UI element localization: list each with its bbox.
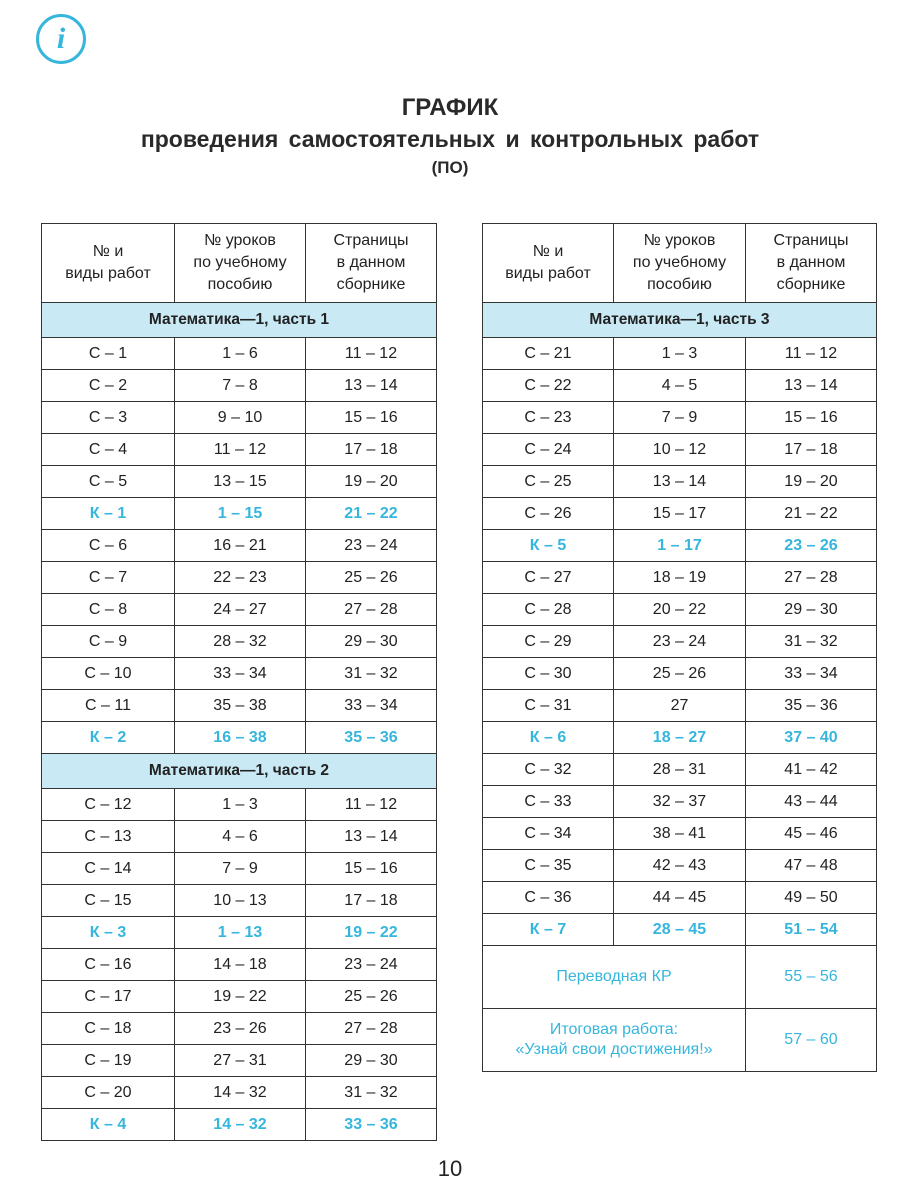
table-row (483, 658, 877, 690)
col-header-work: № и виды работ (42, 224, 175, 303)
pages-cell: 27 – 28 (306, 1013, 437, 1045)
work-cell: С – 11 (42, 690, 175, 722)
pages-cell: 31 – 32 (746, 626, 877, 658)
lessons-cell: 19 – 22 (175, 981, 306, 1013)
work-cell: С – 5 (42, 466, 175, 498)
work-cell: С – 34 (483, 818, 614, 850)
pages-cell: 33 – 34 (746, 658, 877, 690)
work-cell: С – 33 (483, 786, 614, 818)
table-row (483, 786, 877, 818)
table-row (42, 789, 437, 821)
pages-cell: 49 – 50 (746, 882, 877, 914)
pages-cell: 23 – 24 (306, 949, 437, 981)
table-row (483, 594, 877, 626)
lessons-cell: 23 – 26 (175, 1013, 306, 1045)
lessons-cell: 22 – 23 (175, 562, 306, 594)
control-work-row (483, 722, 877, 754)
table-row (42, 949, 437, 981)
pages-cell: 23 – 24 (306, 530, 437, 562)
lessons-cell: 32 – 37 (614, 786, 746, 818)
page-subtitle-code: (ПО) (431, 158, 469, 177)
pages-cell: 35 – 36 (746, 690, 877, 722)
table-row (483, 882, 877, 914)
page-title: ГРАФИК (401, 94, 499, 121)
work-cell: С – 3 (42, 402, 175, 434)
transfer-test-row (483, 946, 877, 1009)
pages-cell: 15 – 16 (746, 402, 877, 434)
section-header-row (483, 303, 877, 338)
table-row (42, 1013, 437, 1045)
work-cell: К – 4 (42, 1109, 175, 1141)
pages-cell: 11 – 12 (746, 338, 877, 370)
col-header-pages: Страницы в данном сборнике (746, 224, 877, 303)
lessons-cell: 4 – 6 (175, 821, 306, 853)
page-number: 10 (437, 1156, 463, 1181)
work-cell: С – 24 (483, 434, 614, 466)
lessons-cell: 13 – 14 (614, 466, 746, 498)
pages-cell: 13 – 14 (746, 370, 877, 402)
lessons-cell: 1 – 15 (175, 498, 306, 530)
work-cell: К – 5 (483, 530, 614, 562)
work-cell: С – 13 (42, 821, 175, 853)
work-cell: С – 25 (483, 466, 614, 498)
lessons-cell: 14 – 18 (175, 949, 306, 981)
lessons-cell: 15 – 17 (614, 498, 746, 530)
lessons-cell: 10 – 13 (175, 885, 306, 917)
col-header-work: № и виды работ (483, 224, 614, 303)
pages-cell: 45 – 46 (746, 818, 877, 850)
pages-cell: 23 – 26 (746, 530, 877, 562)
control-work-row (42, 917, 437, 949)
work-cell: С – 7 (42, 562, 175, 594)
pages-cell: 21 – 22 (746, 498, 877, 530)
table-row (42, 1045, 437, 1077)
lessons-cell: 24 – 27 (175, 594, 306, 626)
table-row (483, 338, 877, 370)
pages-cell: 41 – 42 (746, 754, 877, 786)
work-cell: С – 2 (42, 370, 175, 402)
table-row (42, 530, 437, 562)
pages-cell: 33 – 34 (306, 690, 437, 722)
work-cell: С – 10 (42, 658, 175, 690)
table-row (42, 338, 437, 370)
table-row (42, 626, 437, 658)
work-cell: С – 28 (483, 594, 614, 626)
lessons-cell: 27 (614, 690, 746, 722)
pages-cell: 19 – 22 (306, 917, 437, 949)
section-header-row (42, 303, 437, 338)
pages-cell: 31 – 32 (306, 1077, 437, 1109)
table-row (483, 754, 877, 786)
pages-cell: 17 – 18 (306, 434, 437, 466)
lessons-cell: 16 – 21 (175, 530, 306, 562)
pages-cell: 17 – 18 (306, 885, 437, 917)
lessons-cell: 1 – 3 (614, 338, 746, 370)
table-row (483, 850, 877, 882)
pages-cell: 13 – 14 (306, 821, 437, 853)
work-cell: К – 6 (483, 722, 614, 754)
lessons-cell: 42 – 43 (614, 850, 746, 882)
control-work-row (483, 914, 877, 946)
section-title: Математика—1, часть 1 (42, 303, 437, 338)
schedule-table-left (41, 223, 437, 1141)
lessons-cell: 7 – 9 (614, 402, 746, 434)
work-cell: С – 23 (483, 402, 614, 434)
table-row (42, 562, 437, 594)
pages-cell: 27 – 28 (306, 594, 437, 626)
pages-cell: 21 – 22 (306, 498, 437, 530)
transfer-test-pages: 55 – 56 (746, 946, 877, 1009)
table-row (483, 562, 877, 594)
table-header-row (42, 224, 437, 303)
control-work-row (483, 530, 877, 562)
lessons-cell: 14 – 32 (175, 1077, 306, 1109)
table-row (42, 821, 437, 853)
table-row (42, 1077, 437, 1109)
pages-cell: 43 – 44 (746, 786, 877, 818)
schedule-table-right (482, 223, 877, 1072)
work-cell: С – 27 (483, 562, 614, 594)
table-row (42, 594, 437, 626)
control-work-row (42, 722, 437, 754)
pages-cell: 15 – 16 (306, 853, 437, 885)
work-cell: С – 9 (42, 626, 175, 658)
control-work-row (42, 498, 437, 530)
table-row (42, 402, 437, 434)
lessons-cell: 20 – 22 (614, 594, 746, 626)
table-row (42, 690, 437, 722)
lessons-cell: 23 – 24 (614, 626, 746, 658)
final-test-label-line2: «Узнай свои достижения!» (515, 1041, 713, 1058)
lessons-cell: 1 – 6 (175, 338, 306, 370)
work-cell: С – 26 (483, 498, 614, 530)
work-cell: С – 6 (42, 530, 175, 562)
lessons-cell: 4 – 5 (614, 370, 746, 402)
table-row (483, 818, 877, 850)
work-cell: С – 16 (42, 949, 175, 981)
pages-cell: 31 – 32 (306, 658, 437, 690)
pages-cell: 17 – 18 (746, 434, 877, 466)
pages-cell: 25 – 26 (306, 981, 437, 1013)
work-cell: С – 1 (42, 338, 175, 370)
lessons-cell: 13 – 15 (175, 466, 306, 498)
work-cell: С – 14 (42, 853, 175, 885)
table-row (42, 466, 437, 498)
section-header-row (42, 754, 437, 789)
table-row (483, 402, 877, 434)
lessons-cell: 1 – 3 (175, 789, 306, 821)
work-cell: С – 12 (42, 789, 175, 821)
pages-cell: 11 – 12 (306, 338, 437, 370)
lessons-cell: 28 – 45 (614, 914, 746, 946)
work-cell: К – 1 (42, 498, 175, 530)
work-cell: С – 30 (483, 658, 614, 690)
pages-cell: 35 – 36 (306, 722, 437, 754)
work-cell: К – 2 (42, 722, 175, 754)
lessons-cell: 35 – 38 (175, 690, 306, 722)
pages-cell: 19 – 20 (746, 466, 877, 498)
work-cell: С – 8 (42, 594, 175, 626)
work-cell: С – 15 (42, 885, 175, 917)
schedule-footer (483, 946, 877, 1072)
pages-cell: 29 – 30 (306, 626, 437, 658)
work-cell: С – 36 (483, 882, 614, 914)
pages-cell: 51 – 54 (746, 914, 877, 946)
work-cell: К – 3 (42, 917, 175, 949)
table-row (42, 434, 437, 466)
table-row (483, 466, 877, 498)
lessons-cell: 1 – 13 (175, 917, 306, 949)
col-header-lessons: № уроков по учебному пособию (175, 224, 306, 303)
work-cell: С – 21 (483, 338, 614, 370)
final-test-pages: 57 – 60 (746, 1009, 877, 1072)
final-test-label-line1: Итоговая работа: (549, 1021, 679, 1038)
lessons-cell: 7 – 8 (175, 370, 306, 402)
pages-cell: 27 – 28 (746, 562, 877, 594)
control-work-row (42, 1109, 437, 1141)
table-row (42, 658, 437, 690)
final-test-row (483, 1009, 877, 1072)
pages-cell: 25 – 26 (306, 562, 437, 594)
col-header-pages: Страницы в данном сборнике (306, 224, 437, 303)
table-row (483, 370, 877, 402)
work-cell: С – 32 (483, 754, 614, 786)
lessons-cell: 7 – 9 (175, 853, 306, 885)
work-cell: С – 19 (42, 1045, 175, 1077)
lessons-cell: 18 – 19 (614, 562, 746, 594)
work-cell: К – 7 (483, 914, 614, 946)
pages-cell: 19 – 20 (306, 466, 437, 498)
lessons-cell: 1 – 17 (614, 530, 746, 562)
lessons-cell: 28 – 31 (614, 754, 746, 786)
lessons-cell: 14 – 32 (175, 1109, 306, 1141)
work-cell: С – 4 (42, 434, 175, 466)
work-cell: С – 29 (483, 626, 614, 658)
lessons-cell: 18 – 27 (614, 722, 746, 754)
lessons-cell: 9 – 10 (175, 402, 306, 434)
pages-cell: 11 – 12 (306, 789, 437, 821)
final-test-label (483, 1009, 746, 1072)
lessons-cell: 27 – 31 (175, 1045, 306, 1077)
lessons-cell: 33 – 34 (175, 658, 306, 690)
table-header-row (483, 224, 877, 303)
table-row (483, 626, 877, 658)
table-row (42, 885, 437, 917)
lessons-cell: 10 – 12 (614, 434, 746, 466)
work-cell: С – 22 (483, 370, 614, 402)
pages-cell: 29 – 30 (746, 594, 877, 626)
info-icon: i (36, 14, 86, 64)
schedule-body-right (483, 303, 877, 946)
lessons-cell: 38 – 41 (614, 818, 746, 850)
page-subtitle: проведения самостоятельных и контрольных работ (140, 126, 760, 152)
section-title: Математика—1, часть 3 (483, 303, 877, 338)
pages-cell: 15 – 16 (306, 402, 437, 434)
lessons-cell: 25 – 26 (614, 658, 746, 690)
pages-cell: 29 – 30 (306, 1045, 437, 1077)
lessons-cell: 11 – 12 (175, 434, 306, 466)
pages-cell: 33 – 36 (306, 1109, 437, 1141)
col-header-lessons: № уроков по учебному пособию (614, 224, 746, 303)
pages-cell: 13 – 14 (306, 370, 437, 402)
table-row (483, 690, 877, 722)
table-row (42, 853, 437, 885)
work-cell: С – 17 (42, 981, 175, 1013)
lessons-cell: 16 – 38 (175, 722, 306, 754)
schedule-body-left (42, 303, 437, 1141)
work-cell: С – 18 (42, 1013, 175, 1045)
pages-cell: 47 – 48 (746, 850, 877, 882)
table-row (42, 981, 437, 1013)
lessons-cell: 44 – 45 (614, 882, 746, 914)
transfer-test-label: Переводная КР (483, 946, 746, 1009)
table-row (483, 434, 877, 466)
table-row (483, 498, 877, 530)
work-cell: С – 20 (42, 1077, 175, 1109)
work-cell: С – 31 (483, 690, 614, 722)
table-row (42, 370, 437, 402)
section-title: Математика—1, часть 2 (42, 754, 437, 789)
work-cell: С – 35 (483, 850, 614, 882)
pages-cell: 37 – 40 (746, 722, 877, 754)
lessons-cell: 28 – 32 (175, 626, 306, 658)
